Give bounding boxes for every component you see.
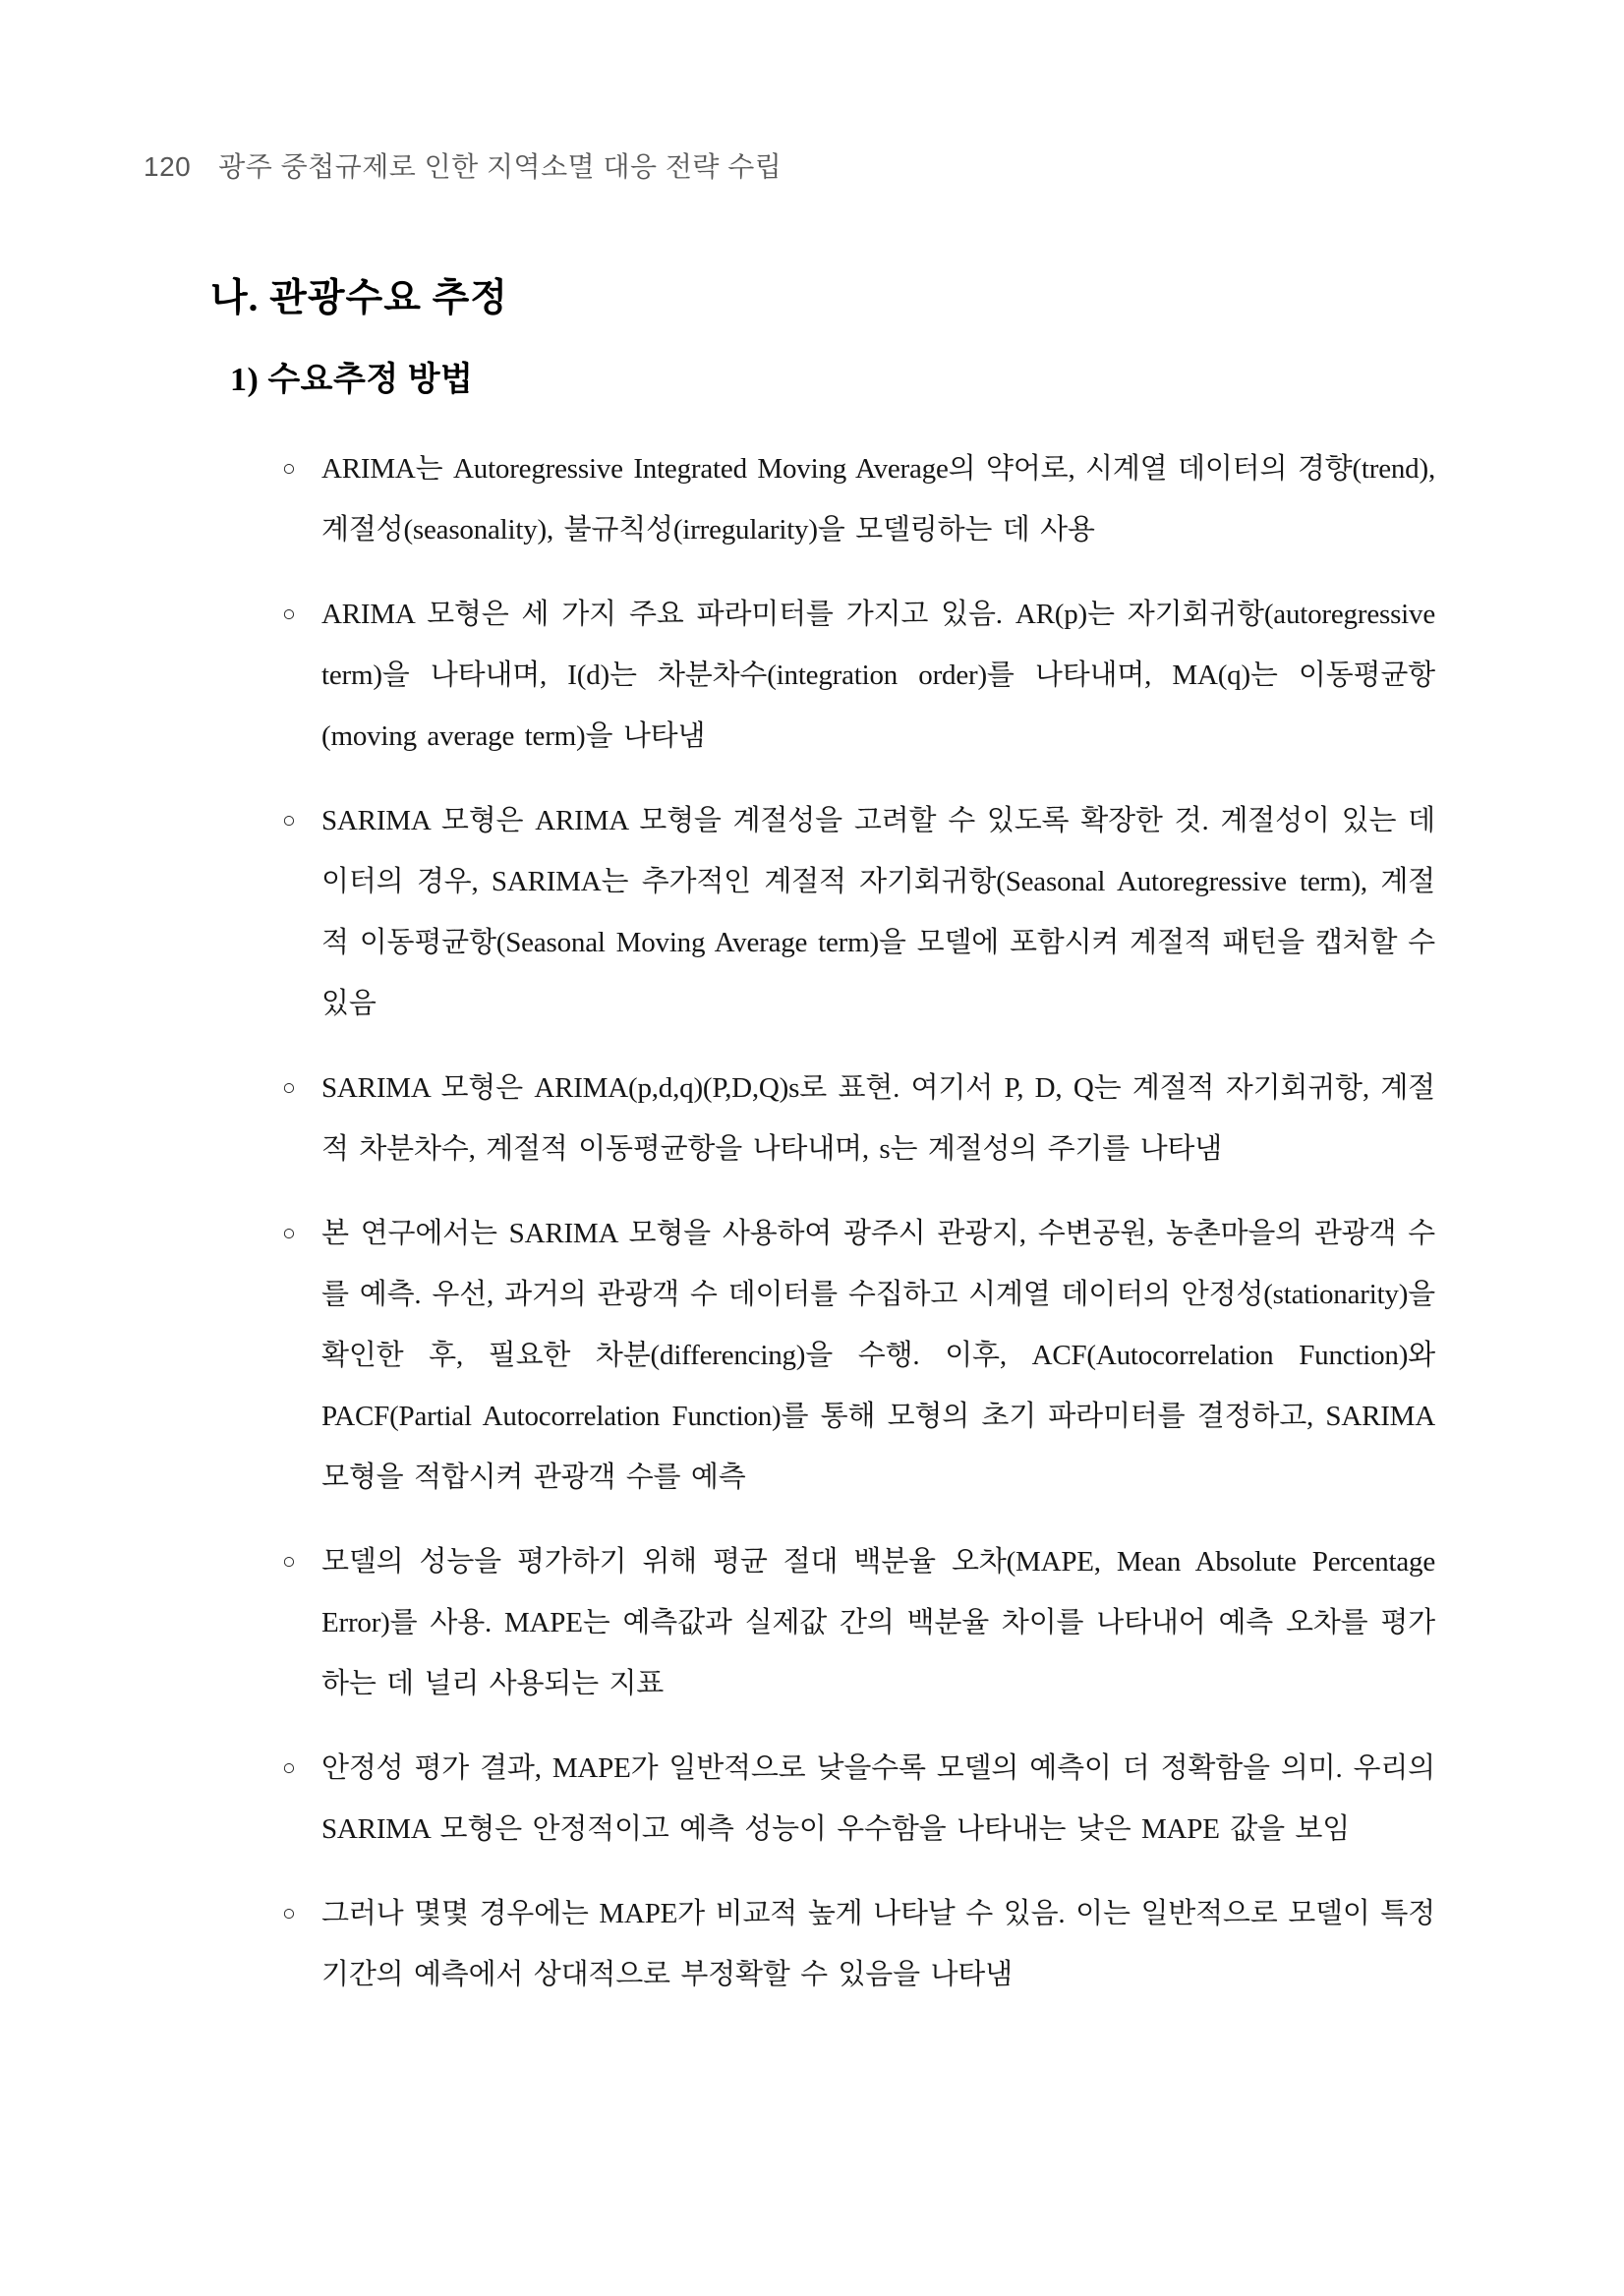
circle-bullet-icon: ○ <box>282 456 296 481</box>
circle-bullet-icon: ○ <box>282 1075 296 1100</box>
list-item-text: 본 연구에서는 SARIMA 모형을 사용하여 광주시 관광지, 수변공원, 농촌마을의 관광객 수를 예측. 우선, 과거의 관광객 수 데이터를 수집하고 시계열 데이터의 안정성(stationarity)을 확인한 후, 필요한 차분(differencing)을 수행. 이후, ACF(Autocorrelation Function)와 PACF(Partial Autocorrelation Function)를 통해 모형의 초기 파라미터를 결정하고, SARIMA 모형을 적합시켜 관광객 수를 예측 <box>321 1218 1435 1493</box>
list-item <box>278 1531 1435 1714</box>
subsection-title: 1) 수요추정 방법 <box>230 362 474 398</box>
list-item <box>278 1738 1435 1860</box>
list-item-text: SARIMA 모형은 ARIMA 모형을 계절성을 고려할 수 있도록 확장한 것. 계절성이 있는 데이터의 경우, SARIMA는 추가적인 계절적 자기회귀항(Seasonal Autoregressive term), 계절적 이동평균항(Seasonal Moving Average term)을 모델에 포함시켜 계절적 패턴을 캡처할 수 있음 <box>321 805 1435 1019</box>
circle-bullet-icon: ○ <box>282 1549 296 1574</box>
list-item <box>278 1883 1435 2005</box>
list-item <box>278 438 1435 560</box>
list-item-text: ARIMA 모형은 세 가지 주요 파라미터를 가지고 있음. AR(p)는 자기회귀항(autoregressive term)을 나타내며, I(d)는 차분차수(integration order)를 나타내며, MA(q)는 이동평균항(moving average term)을 나타냄 <box>321 599 1435 752</box>
list-item-text: ARIMA는 Autoregressive Integrated Moving Average의 약어로, 시계열 데이터의 경향(trend), 계절성(seasonality), 불규칙성(irregularity)을 모델링하는 데 사용 <box>321 453 1435 545</box>
section-title: 나. 관광수요 추정 <box>210 277 508 319</box>
list-item <box>278 790 1435 1034</box>
list-item-text: 모델의 성능을 평가하기 위해 평균 절대 백분율 오차(MAPE, Mean Absolute Percentage Error)를 사용. MAPE는 예측값과 실제값 간의 백분율 차이를 나타내어 예측 오차를 평가하는 데 널리 사용되는 지표 <box>321 1546 1435 1699</box>
circle-bullet-icon: ○ <box>282 1221 296 1245</box>
circle-bullet-icon: ○ <box>282 1901 296 1925</box>
page-number: 120 <box>144 151 192 182</box>
bullet-list <box>278 438 1435 2005</box>
list-item <box>278 1058 1435 1179</box>
list-item-text: SARIMA 모형은 ARIMA(p,d,q)(P,D,Q)s로 표현. 여기서 P, D, Q는 계절적 자기회귀항, 계절적 차분차수, 계절적 이동평균항을 나타내며, s는 계절성의 주기를 나타냄 <box>321 1072 1435 1165</box>
list-item-text: 안정성 평가 결과, MAPE가 일반적으로 낮을수록 모델의 예측이 더 정확함을 의미. 우리의 SARIMA 모형은 안정적이고 예측 성능이 우수함을 나타내는 낮은 MAPE 값을 보임 <box>321 1752 1435 1845</box>
list-item <box>278 1203 1435 1508</box>
running-header <box>144 145 782 185</box>
list-item-text: 그러나 몇몇 경우에는 MAPE가 비교적 높게 나타날 수 있음. 이는 일반적으로 모델이 특정 기간의 예측에서 상대적으로 부정확할 수 있음을 나타냄 <box>321 1898 1435 1990</box>
circle-bullet-icon: ○ <box>282 1755 296 1780</box>
circle-bullet-icon: ○ <box>282 602 296 626</box>
circle-bullet-icon: ○ <box>282 808 296 832</box>
list-item <box>278 584 1435 767</box>
running-title: 광주 중첩규제로 인한 지역소멸 대응 전략 수립 <box>218 151 783 182</box>
